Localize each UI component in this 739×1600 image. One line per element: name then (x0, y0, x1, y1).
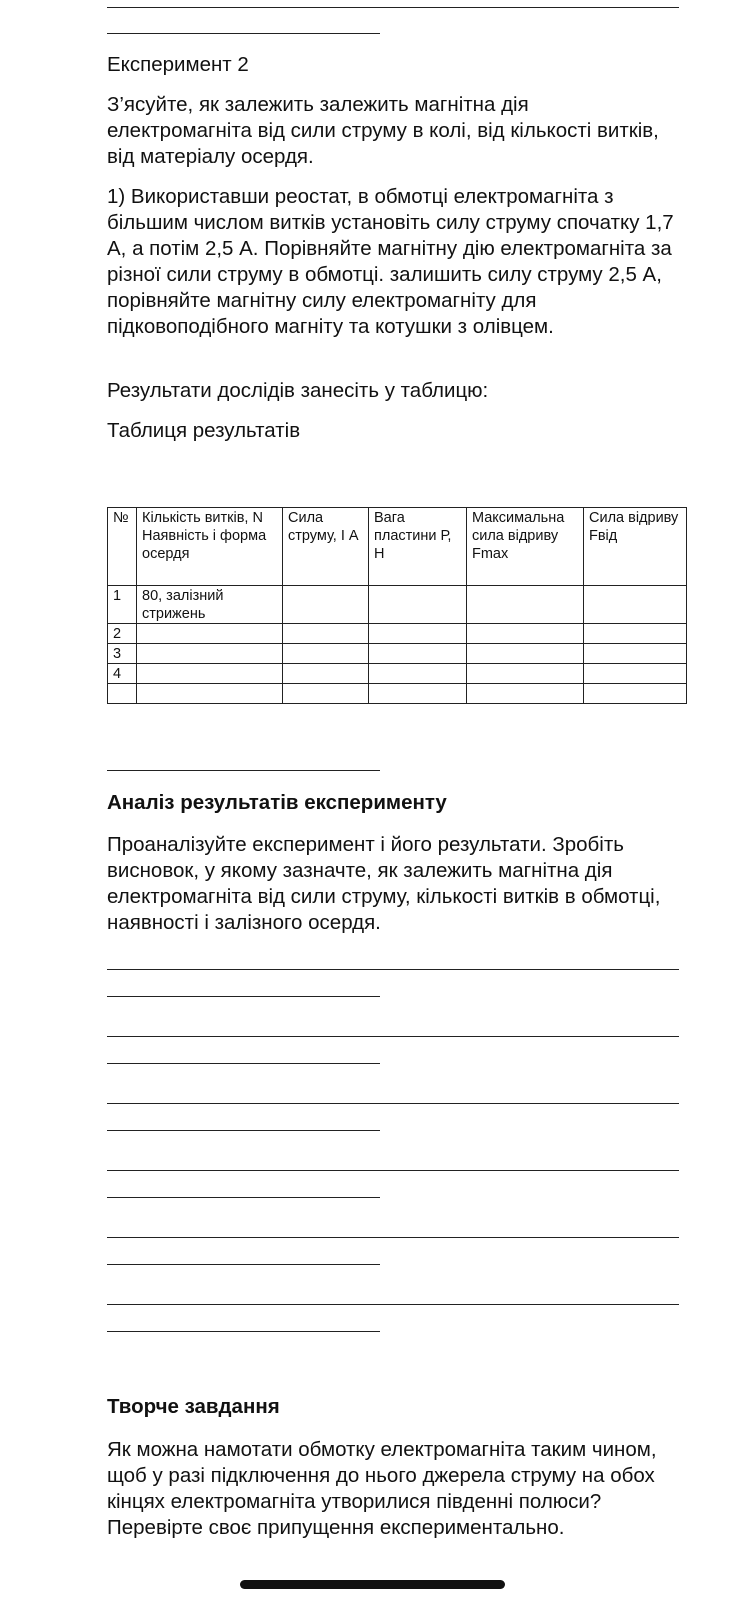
cell-fmax[interactable] (467, 586, 584, 624)
row-turns[interactable] (137, 664, 283, 684)
experiment-step-1: 1) Використавши реостат, в обмотці електромагніта з більшим числом витків установіть силу струму спочатку 1,7 А, а потім 2,5 А. Порівняйте магнітну дію електромагніта за різної сили струму в обмотці. залишить силу струму 2,5 А, порівняйте магнітну силу електромагніту для підковоподібного магніту та котушки з олівцем. (107, 185, 674, 338)
header-fvid: Сила відриву Fвід (584, 508, 687, 586)
row-num: 4 (108, 664, 137, 684)
cell-weight[interactable] (369, 624, 467, 644)
cell-fmax[interactable] (467, 684, 584, 704)
header-fmax: Максимальна сила відриву Fmax (467, 508, 584, 586)
cell-current[interactable] (283, 644, 369, 664)
cell-fmax[interactable] (467, 644, 584, 664)
results-prompt: Результати дослідів занесіть у таблицю: (107, 379, 489, 402)
header-num: № (108, 508, 137, 586)
row-turns: 80, залізний стрижень (137, 586, 283, 624)
header-turns: Кількість витків, N Наявність і форма осердя (137, 508, 283, 586)
cell-current[interactable] (283, 684, 369, 704)
table-row (108, 624, 687, 644)
answer-line (107, 7, 679, 8)
answer-line[interactable] (107, 1170, 679, 1171)
cell-current[interactable] (283, 664, 369, 684)
header-weight: Вага пластини Р, Н (369, 508, 467, 586)
row-turns[interactable] (137, 644, 283, 664)
cell-fvid[interactable] (584, 586, 687, 624)
cell-fvid[interactable] (584, 624, 687, 644)
answer-line[interactable] (107, 1103, 679, 1104)
answer-line-short[interactable] (107, 1331, 380, 1332)
row-num: 2 (108, 624, 137, 644)
cell-fvid[interactable] (584, 684, 687, 704)
answer-line-short[interactable] (107, 996, 380, 997)
cell-current[interactable] (283, 624, 369, 644)
answer-line[interactable] (107, 1036, 679, 1037)
results-table (107, 507, 687, 704)
cell-fmax[interactable] (467, 624, 584, 644)
cell-weight[interactable] (369, 586, 467, 624)
table-row (108, 684, 687, 704)
home-indicator[interactable] (240, 1580, 505, 1589)
table-title: Таблиця результатів (107, 419, 301, 442)
row-turns[interactable] (137, 624, 283, 644)
answer-line[interactable] (107, 1237, 679, 1238)
answer-line-short (107, 770, 380, 771)
answer-line-short[interactable] (107, 1130, 380, 1131)
analysis-text: Проаналізуйте експеримент і його результати. Зробіть висновок, у якому зазначте, як залежить магнітна дія електромагніта від сили струму, кількості витків в обмотці, наявності і залізного осердя. (107, 833, 661, 934)
answer-line-short[interactable] (107, 1197, 380, 1198)
table-row (108, 664, 687, 684)
row-num: 3 (108, 644, 137, 664)
cell-weight[interactable] (369, 684, 467, 704)
table-header-row (108, 508, 687, 586)
row-num: 1 (108, 586, 137, 624)
cell-weight[interactable] (369, 664, 467, 684)
row-num (108, 684, 137, 704)
answer-line-short[interactable] (107, 1264, 380, 1265)
cell-current[interactable] (283, 586, 369, 624)
answer-line-short (107, 33, 380, 34)
answer-line[interactable] (107, 1304, 679, 1305)
creative-heading: Творче завдання (107, 1395, 280, 1418)
experiment-goal: З’ясуйте, як залежить залежить магнітна дія електромагніта від сили струму в колі, від кількості витків, від матеріалу осердя. (107, 93, 659, 168)
cell-fvid[interactable] (584, 664, 687, 684)
experiment-title: Експеримент 2 (107, 53, 249, 76)
answer-line-short[interactable] (107, 1063, 380, 1064)
header-current: Сила струму, І А (283, 508, 369, 586)
creative-text: Як можна намотати обмотку електромагніта таким чином, щоб у разі підключення до нього джерела струму на обох кінцях електромагніта утворилися південні полюси? Перевірте своє припущення експериментально. (107, 1438, 657, 1539)
cell-weight[interactable] (369, 644, 467, 664)
row-turns[interactable] (137, 684, 283, 704)
analysis-heading: Аналіз результатів експерименту (107, 791, 447, 814)
cell-fmax[interactable] (467, 664, 584, 684)
table-row (108, 586, 687, 624)
table-row (108, 644, 687, 664)
cell-fvid[interactable] (584, 644, 687, 664)
answer-line[interactable] (107, 969, 679, 970)
